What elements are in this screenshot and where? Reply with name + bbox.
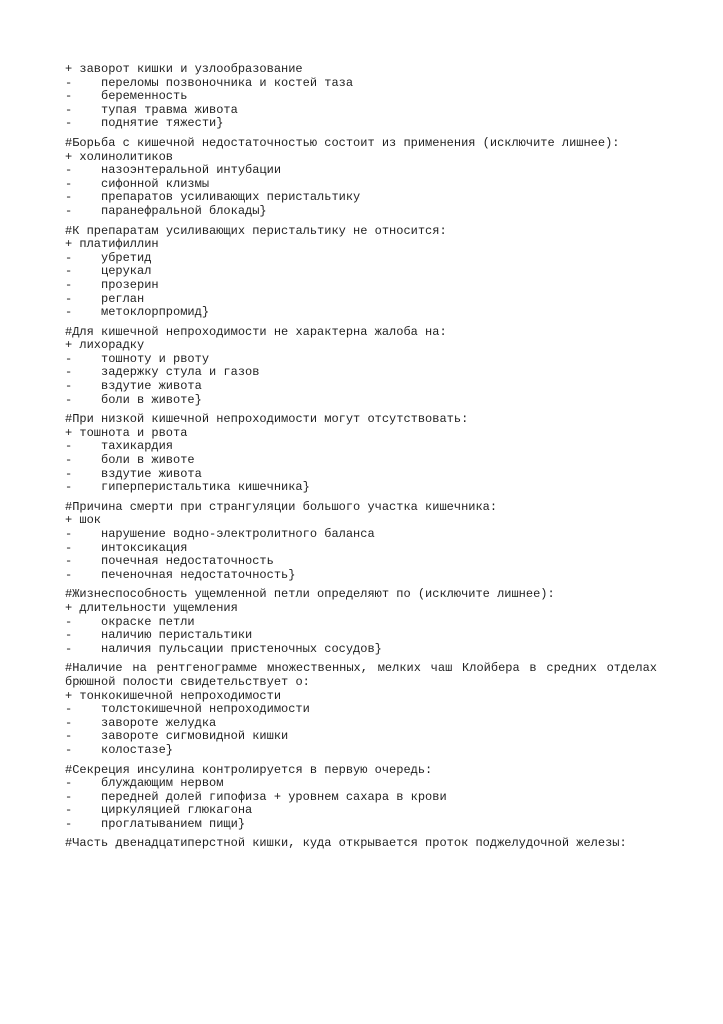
answer-marker: -	[65, 527, 73, 541]
answer-marker: +	[65, 62, 73, 76]
answer-text: метоклорпромид}	[101, 305, 210, 320]
answer-line	[65, 265, 657, 279]
question-text: #При низкой кишечной непроходимости могут отсутствовать:	[65, 412, 469, 427]
answer-text: реглан	[101, 291, 145, 306]
answer-text: толстокишечной непроходимости	[101, 702, 310, 717]
answer-text: циркуляцией глюкагона	[101, 803, 253, 818]
answer-line	[65, 279, 657, 293]
answer-text: церукал	[101, 264, 152, 279]
answer-marker: -	[65, 392, 73, 407]
answer-text: тошноту и рвоту	[101, 351, 210, 366]
answer-marker: -	[65, 203, 73, 218]
answer-line	[65, 629, 657, 643]
answer-text: тонкокишечной непроходимости	[79, 688, 282, 703]
answer-text: печеночная недостаточность}	[101, 567, 296, 582]
answer-line	[65, 643, 657, 657]
answer-marker: -	[65, 816, 73, 831]
answer-line	[65, 353, 657, 367]
answer-line-correct	[65, 427, 657, 441]
question-text: #Жизнеспособность ущемленной петли определяют по (исключите лишнее):	[65, 587, 555, 602]
answer-marker: -	[65, 729, 73, 744]
answer-marker: -	[65, 305, 73, 320]
answer-marker: -	[65, 480, 73, 495]
answer-text: лихорадку	[79, 338, 145, 353]
answer-text: наличию перистальтики	[101, 628, 253, 643]
question-block	[65, 413, 657, 495]
answer-line-correct	[65, 602, 657, 616]
answer-line	[65, 454, 657, 468]
answer-line	[65, 306, 657, 320]
answer-line	[65, 440, 657, 454]
answer-line	[65, 366, 657, 380]
answer-line	[65, 717, 657, 731]
answer-text: тошнота и рвота	[79, 425, 188, 440]
answer-line-correct	[65, 238, 657, 252]
answer-marker: -	[65, 742, 73, 757]
answer-text: беременность	[101, 89, 188, 104]
answer-text: препаратов усиливающих перистальтику	[101, 190, 361, 205]
answer-marker: -	[65, 250, 73, 265]
answer-marker: -	[65, 190, 73, 205]
answer-marker: -	[65, 439, 73, 454]
answer-marker: -	[65, 614, 73, 629]
answer-line	[65, 791, 657, 805]
question-text: #Для кишечной непроходимости не характерна жалоба на:	[65, 324, 447, 339]
question-text: #Секреция инсулина контролируется в первую очередь:	[65, 762, 433, 777]
answer-line	[65, 77, 657, 91]
answer-marker: -	[65, 702, 73, 717]
answer-text: вздутие живота	[101, 379, 202, 394]
answer-line	[65, 703, 657, 717]
answer-text: завороте сигмовидной кишки	[101, 729, 289, 744]
answer-line	[65, 178, 657, 192]
answer-marker: -	[65, 789, 73, 804]
answer-text: заворот кишки и узлообразование	[79, 62, 303, 76]
answer-text: вздутие живота	[101, 466, 202, 481]
answer-marker: -	[65, 89, 73, 104]
answer-marker: -	[65, 540, 73, 555]
answer-marker: +	[65, 600, 73, 615]
answer-marker: -	[65, 628, 73, 643]
answer-text: сифонной клизмы	[101, 176, 210, 191]
answer-marker: -	[65, 264, 73, 279]
answer-marker: -	[65, 176, 73, 191]
answer-line	[65, 205, 657, 219]
answer-marker: -	[65, 351, 73, 366]
question-block	[65, 63, 657, 131]
answer-text: проглатыванием пищи}	[101, 816, 246, 831]
answer-text: колостазе}	[101, 742, 174, 757]
answer-marker: +	[65, 338, 73, 353]
answer-marker: +	[65, 425, 73, 440]
answer-line-correct	[65, 690, 657, 704]
answer-text: поднятие тяжести}	[101, 116, 224, 131]
answer-marker: +	[65, 688, 73, 703]
answer-line	[65, 744, 657, 758]
answer-text: почечная недостаточность	[101, 554, 274, 569]
answer-line	[65, 104, 657, 118]
answer-line	[65, 252, 657, 266]
answer-line	[65, 394, 657, 408]
answer-line	[65, 730, 657, 744]
answer-line	[65, 468, 657, 482]
answer-marker: -	[65, 116, 73, 131]
answer-text: шок	[79, 513, 101, 528]
question-text: #Часть двенадцатиперстной кишки, куда открывается проток поджелудочной железы:	[65, 836, 627, 851]
answer-line	[65, 804, 657, 818]
question-block	[65, 326, 657, 408]
answer-line	[65, 191, 657, 205]
answer-line	[65, 380, 657, 394]
answer-text: платифиллин	[79, 237, 159, 252]
answer-marker: -	[65, 163, 73, 178]
answer-text: завороте желудка	[101, 715, 217, 730]
answer-marker: -	[65, 715, 73, 730]
answer-text: боли в животе}	[101, 392, 202, 407]
question-block	[65, 501, 657, 583]
answer-marker: -	[65, 277, 73, 292]
answer-marker: -	[65, 641, 73, 656]
question-text: #Наличие на рентгенограмме множественных, мелких чаш Клойбера в средних отделах брюшной полости свидетельствует о:	[65, 661, 657, 689]
answer-line-correct	[65, 63, 657, 77]
question-block	[65, 588, 657, 656]
answer-marker: +	[65, 237, 73, 252]
answer-line	[65, 569, 657, 583]
answer-marker: -	[65, 776, 73, 791]
document-content	[65, 63, 657, 851]
answer-line	[65, 528, 657, 542]
answer-text: интоксикация	[101, 540, 188, 555]
question-block	[65, 662, 657, 757]
answer-line-correct	[65, 339, 657, 353]
question-block	[65, 764, 657, 832]
question-text: #Борьба с кишечной недостаточностью состоит из применения (исключите лишнее):	[65, 135, 620, 150]
answer-marker: -	[65, 291, 73, 306]
question-block	[65, 137, 657, 219]
question-text: #К препаратам усиливающих перистальтику не относится:	[65, 223, 447, 238]
answer-marker: +	[65, 513, 73, 528]
answer-text: гиперперистальтика кишечника}	[101, 480, 310, 495]
answer-text: тупая травма живота	[101, 102, 238, 117]
answer-marker: +	[65, 149, 73, 164]
answer-marker: -	[65, 365, 73, 380]
answer-line	[65, 481, 657, 495]
answer-line	[65, 616, 657, 630]
answer-text: боли в животе	[101, 453, 195, 468]
answer-text: передней долей гипофиза + уровнем сахара в крови	[101, 789, 447, 804]
question-block	[65, 225, 657, 320]
answer-line	[65, 90, 657, 104]
answer-marker: -	[65, 102, 73, 117]
answer-text: переломы позвоночника и костей таза	[101, 75, 354, 90]
answer-marker: -	[65, 75, 73, 90]
answer-line	[65, 777, 657, 791]
answer-line	[65, 117, 657, 131]
answer-marker: -	[65, 803, 73, 818]
answer-marker: -	[65, 554, 73, 569]
answer-text: холинолитиков	[79, 149, 174, 164]
question-text: #Причина смерти при странгуляции большого участка кишечника:	[65, 499, 498, 514]
answer-text: нарушение водно-электролитного баланса	[101, 527, 375, 541]
answer-marker: -	[65, 466, 73, 481]
answer-text: паранефральной блокады}	[101, 203, 267, 218]
answer-text: назоэнтеральной интубации	[101, 163, 282, 178]
answer-line	[65, 555, 657, 569]
answer-text: задержку стула и газов	[101, 365, 260, 380]
answer-line	[65, 542, 657, 556]
answer-line	[65, 293, 657, 307]
answer-text: блуждающим нервом	[101, 776, 224, 791]
answer-text: убретид	[101, 250, 152, 265]
answer-line-correct	[65, 514, 657, 528]
answer-text: наличия пульсации пристеночных сосудов}	[101, 641, 382, 656]
answer-marker: -	[65, 379, 73, 394]
answer-marker: -	[65, 567, 73, 582]
answer-text: прозерин	[101, 277, 159, 292]
answer-line-correct	[65, 151, 657, 165]
answer-text: длительности ущемления	[79, 600, 238, 615]
answer-text: тахикардия	[101, 439, 174, 454]
answer-line	[65, 164, 657, 178]
answer-line	[65, 818, 657, 832]
answer-text: окраске петли	[101, 614, 195, 629]
question-block	[65, 837, 657, 851]
answer-marker: -	[65, 453, 73, 468]
